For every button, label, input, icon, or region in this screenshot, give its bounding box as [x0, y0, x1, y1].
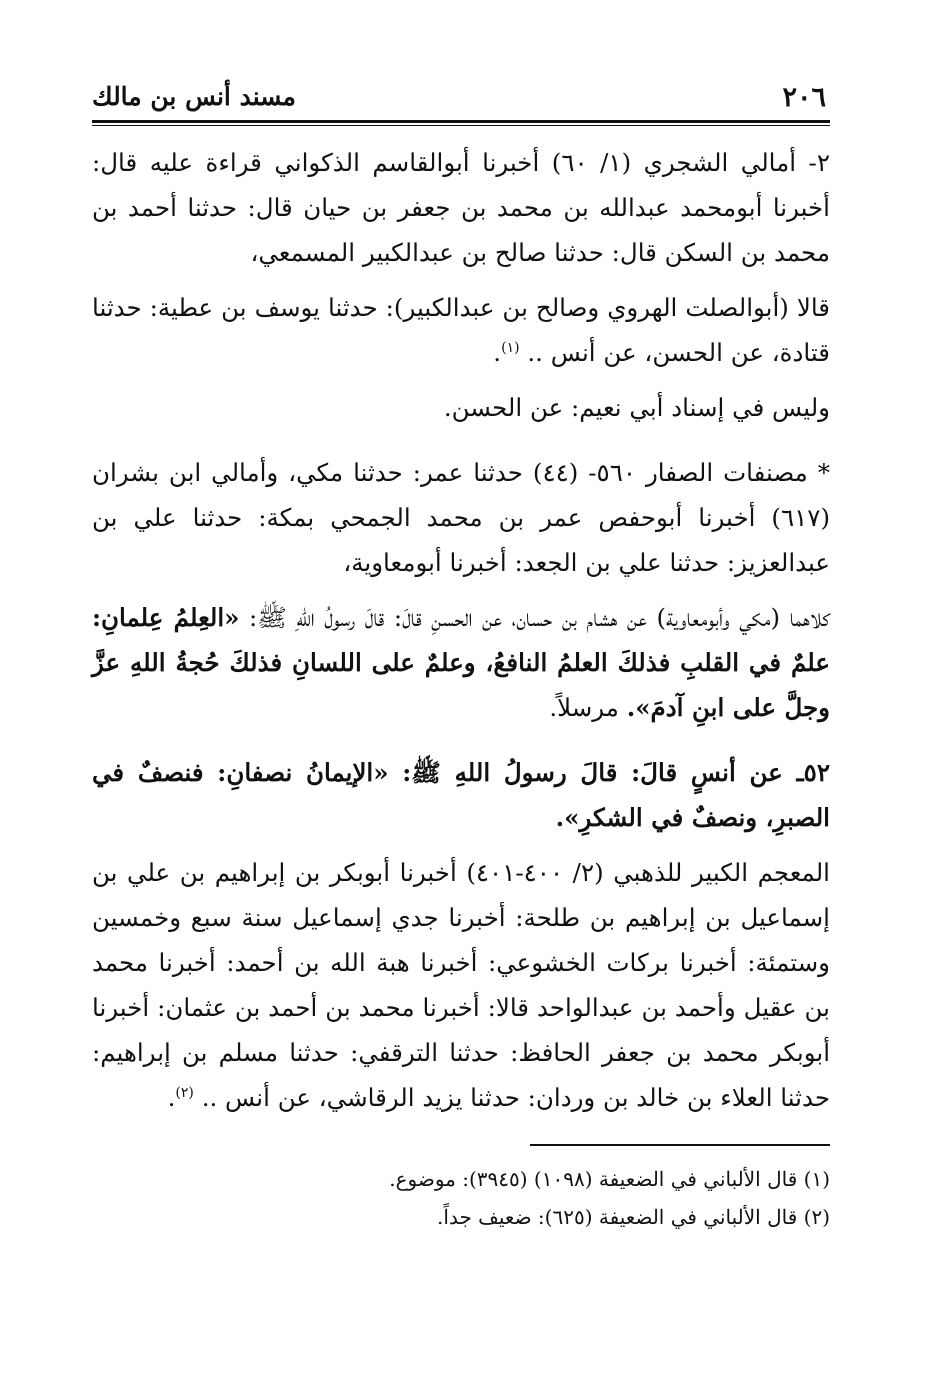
page-header [92, 78, 830, 120]
main-text [92, 140, 830, 1120]
footnote-ref-1: (١) [501, 339, 520, 356]
page-number: ٢٠٦ [782, 82, 826, 113]
footnote-2: (٢) قال الألباني في الضعيفة (٦٢٥): ضعيف جداً. [437, 1205, 830, 1229]
paragraph-1: ٢- أمالي الشجري (١/ ٦٠) أخبرنا أبوالقاسم الذكواني قراءة عليه قال: أخبرنا أبومحمد عبدالله بن محمد بن جعفر بن حيان قال: حدثنا أحمد بن محمد بن السكن قال: حدثنا صالح بن عبدالكبير المسمعي، [92, 148, 831, 267]
footnote-ref-2: (٢) [175, 1084, 194, 1101]
running-title: مسند أنس بن مالك [92, 82, 296, 111]
paragraph-3: وليس في إسناد أبي نعيم: عن الحسن. [443, 393, 830, 422]
paragraph-2: قالا (أبوالصلت الهروي وصالح بن عبدالكبير): حدثنا يوسف بن عطية: حدثنا قتادة، عن الحسن، عن أنس .. $^{(١)}$. [92, 293, 830, 367]
paragraph-4: * مصنفات الصفار ٥٦٠- (٤٤) حدثنا عمر: حدثنا مكي، وأمالي ابن بشران (٦١٧) أخبرنا أبوحفص عمر بن محمد الجمحي بمكة: حدثنا علي بن عبدالعزيز: حدثنا علي بن الجعد: أخبرنا أبومعاوية، [92, 458, 830, 577]
hadith-text: «العِلمُ عِلمانِ: علمٌ في القلبِ فذلكَ العلمُ النافعُ، وعلمٌ على اللسانِ فذلكَ حُجةُ اللهِ عزَّ وجلَّ على ابنِ آدمَ». [92, 603, 830, 722]
paragraph-2-text: قالا (أبوالصلت الهروي وصالح بن عبدالكبير): حدثنا يوسف بن عطية: حدثنا قتادة، عن الحسن، عن أنس .. [92, 293, 830, 367]
paragraph-5-lead: كلاهما (مكي وأبومعاوية) عن هشام بن حسان، عن الحسنِ قالَ: قالَ رسولُ اللهِ ﷺ: [249, 603, 830, 632]
paragraph-5-tail: مرسلاً. [549, 693, 619, 722]
hadith-52-heading [92, 750, 830, 840]
hadith-52-text: ٥٢ـ عن أنسٍ قالَ: قالَ رسولُ اللهِ ﷺ: «الإيمانُ نصفانِ: فنصفٌ في الصبرِ، ونصفٌ في الشكرِ». [92, 758, 830, 832]
paragraph-5 [92, 595, 830, 730]
paragraph-7-text: المعجم الكبير للذهبي (٢/ ٤٠٠-٤٠١) أخبرنا أبوبكر بن إبراهيم بن علي بن إسماعيل بن إبراهيم بن طلحة: أخبرنا جدي إسماعيل سنة سبع وخمسين وستمئة: أخبرنا بركات الخشوعي: أخبرنا هبة الله بن أحمد: أخبرنا محمد بن عقيل وأحمد بن عبدالواحد قالا: أخبرنا محمد بن أحمد بن عثمان: أخبرنا أبوبكر محمد بن جعفر الحافظ: حدثنا الترقفي: حدثنا مسلم بن إبراهيم: حدثنا العلاء بن خالد بن وردان: حدثنا يزيد الرقاشي، عن أنس .. [92, 858, 830, 1112]
book-page [92, 78, 830, 1236]
footnote-separator [530, 1144, 830, 1146]
header-rule-thin [92, 125, 830, 126]
footnote-1: (١) قال الألباني في الضعيفة (١٠٩٨) (٣٩٤٥): موضوع. [389, 1167, 830, 1191]
header-rule-thick [92, 120, 830, 123]
paragraph-7: المعجم الكبير للذهبي (٢/ ٤٠٠-٤٠١) أخبرنا أبوبكر بن إبراهيم بن علي بن إسماعيل بن إبراهيم بن طلحة: أخبرنا جدي إسماعيل سنة سبع وخمسين وستمئة: أخبرنا بركات الخشوعي: أخبرنا هبة الله بن أحمد: أخبرنا محمد بن عقيل وأحمد بن عبدالواحد قالا: أخبرنا محمد بن أحمد بن عثمان: أخبرنا أبوبكر محمد بن جعفر الحافظ: حدثنا الترقفي: حدثنا مسلم بن إبراهيم: حدثنا العلاء بن خالد بن وردان: حدثنا يزيد الرقاشي، عن أنس .. $^{(٢)}$. [92, 858, 830, 1112]
